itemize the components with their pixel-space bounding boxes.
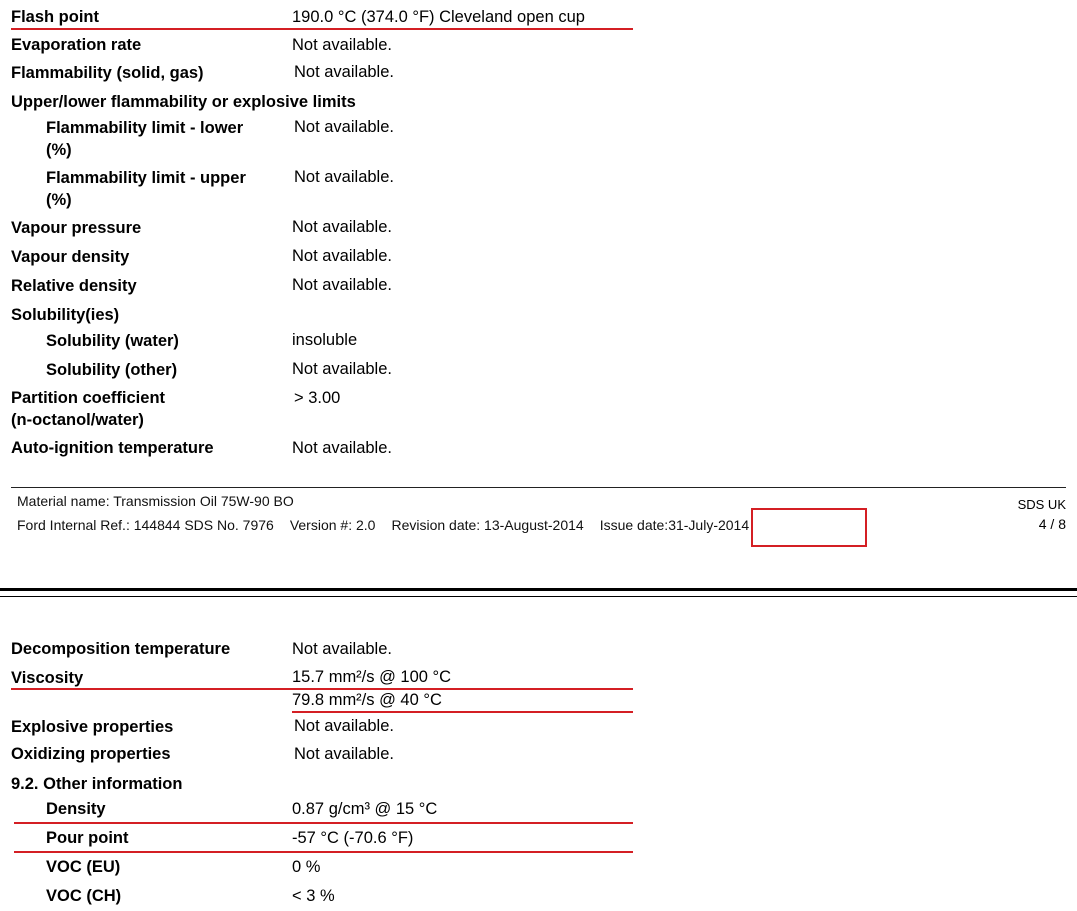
highlight-underline — [292, 711, 633, 713]
property-value-density: 0.87 g/cm³ @ 15 °C — [292, 800, 438, 818]
footer-issue-label: Issue date: — [599, 517, 669, 533]
property-label-voc-ch: VOC (CH) — [46, 887, 122, 905]
footer-reference-line — [17, 516, 749, 534]
property-value-voc-eu: 0 % — [292, 858, 321, 876]
property-label-density: Density — [46, 800, 106, 818]
property-value-partition-coefficient: > 3.00 — [294, 389, 341, 407]
highlight-box — [751, 508, 867, 547]
page-break-thin — [0, 596, 1077, 597]
property-value-auto-ignition: Not available. — [292, 439, 392, 457]
property-label-evaporation-rate: Evaporation rate — [11, 36, 142, 54]
property-label-flammability-limits: Upper/lower flammability or explosive limits — [11, 93, 356, 111]
property-value-voc-ch: < 3 % — [292, 887, 335, 905]
property-label-partition-coefficient: Partition coefficient — [11, 389, 166, 407]
page-break-thick — [0, 588, 1077, 591]
property-value-vapour-pressure: Not available. — [292, 218, 392, 236]
property-label-flammability: Flammability (solid, gas) — [11, 64, 204, 82]
footer-material-name: Material name: Transmission Oil 75W-90 BO — [17, 493, 294, 509]
property-label-flammability-lower-unit: (%) — [46, 141, 72, 159]
footer-sds-label: SDS UK — [1017, 497, 1066, 512]
property-value-relative-density: Not available. — [292, 276, 392, 294]
property-label-vapour-density: Vapour density — [11, 248, 130, 266]
property-label-explosive: Explosive properties — [11, 718, 174, 736]
property-value-flammability-upper: Not available. — [294, 168, 394, 186]
property-value-flash-point: 190.0 °C (374.0 °F) Cleveland open cup — [292, 8, 585, 26]
property-value-oxidizing: Not available. — [294, 745, 394, 763]
footer-version: Version #: 2.0 — [289, 517, 376, 533]
section-heading-other-info: 9.2. Other information — [11, 775, 183, 793]
property-value-explosive: Not available. — [294, 717, 394, 735]
highlight-underline — [14, 851, 633, 853]
property-value-decomposition: Not available. — [292, 640, 392, 658]
property-value-flammability-lower: Not available. — [294, 118, 394, 136]
footer-revision-date: Revision date: 13-August-2014 — [391, 517, 584, 533]
property-label-voc-eu: VOC (EU) — [46, 858, 121, 876]
property-label-flash-point: Flash point — [11, 8, 99, 26]
property-label-flammability-lower: Flammability limit - lower — [46, 119, 244, 137]
property-label-solubility-water: Solubility (water) — [46, 332, 179, 350]
property-label-relative-density: Relative density — [11, 277, 137, 295]
footer-page-number: 4 / 8 — [1038, 516, 1066, 532]
property-label-viscosity: Viscosity — [11, 669, 84, 687]
property-label-auto-ignition: Auto-ignition temperature — [11, 439, 214, 457]
footer-rule — [11, 487, 1066, 488]
highlight-underline — [11, 28, 633, 30]
property-value-pour-point: -57 °C (-70.6 °F) — [292, 829, 414, 847]
property-value-solubility-water: insoluble — [292, 331, 358, 349]
footer-issue-date: 31-July-2014 — [668, 517, 750, 533]
highlight-underline — [14, 822, 633, 824]
property-value-flammability: Not available. — [294, 63, 394, 81]
property-label-solubility: Solubility(ies) — [11, 306, 120, 324]
property-value-evaporation-rate: Not available. — [292, 36, 392, 54]
property-label-pour-point: Pour point — [46, 829, 129, 847]
property-label-solubility-other: Solubility (other) — [46, 361, 178, 379]
property-value-viscosity-40: 79.8 mm²/s @ 40 °C — [292, 691, 442, 709]
property-label-decomposition: Decomposition temperature — [11, 640, 231, 658]
property-label-oxidizing: Oxidizing properties — [11, 745, 171, 763]
property-label-partition-coefficient-unit: (n-octanol/water) — [11, 411, 144, 429]
footer-internal-ref: Ford Internal Ref.: 144844 SDS No. 7976 — [17, 517, 274, 533]
property-value-vapour-density: Not available. — [292, 247, 392, 265]
property-label-flammability-upper: Flammability limit - upper — [46, 169, 246, 187]
property-value-viscosity-100: 15.7 mm²/s @ 100 °C — [292, 668, 452, 686]
property-label-vapour-pressure: Vapour pressure — [11, 219, 142, 237]
property-value-solubility-other: Not available. — [292, 360, 392, 378]
property-label-flammability-upper-unit: (%) — [46, 191, 72, 209]
